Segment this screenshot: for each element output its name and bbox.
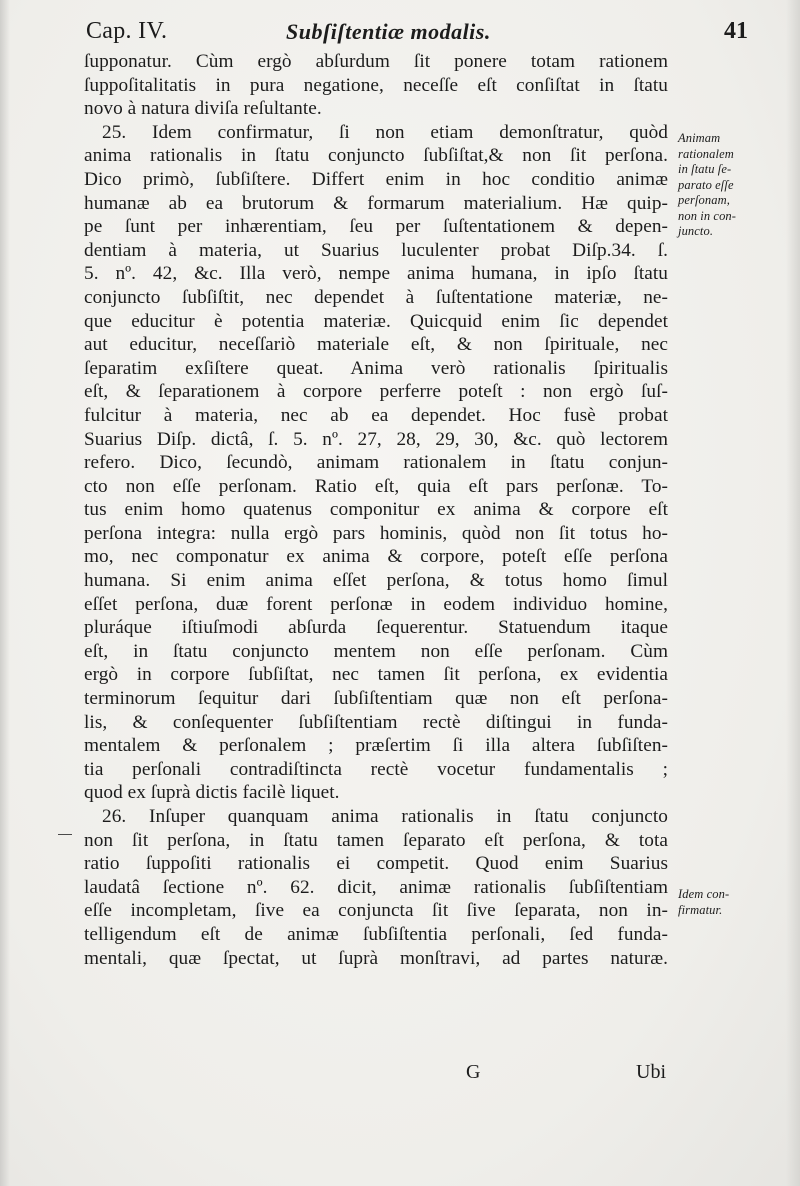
marginal-note-line: parato eſſe xyxy=(678,177,734,192)
paragraph-26-start: 26. Inſuper quanquam anima rationalis in ſtatu conjunctо xyxy=(102,806,668,827)
running-title: Subſiſtentiæ modalis. xyxy=(286,19,491,44)
text-line: telligendum eſt de animæ ſubſiſtentia perſonali, ſed funda- xyxy=(84,923,668,945)
text-line: refero. Dico, ſecundò, animam rationalem in ſtatu conjun- xyxy=(84,452,668,474)
text-line: eſt, in ſtatu conjunctо mentem non eſſe perſonam. Cùm xyxy=(84,640,668,662)
text-line: ſupponatur. Cùm ergò abſurdum ſit ponere totam rationem xyxy=(84,51,668,72)
marginal-note-line: perſonam, xyxy=(678,193,730,207)
chapter-label: Cap. IV. xyxy=(86,18,168,44)
marginal-note-line: non in con- xyxy=(678,208,737,223)
text-line: conjunctо ſubſiſtit, nec dependet à ſuſtentatione materiæ, ne- xyxy=(84,286,668,308)
text-line: ſuppoſitalitatis in pura negatione, neceſſe eſt conſiſtat in ſtatu xyxy=(84,74,668,96)
text-line: novo à natura diviſa reſultante. xyxy=(84,98,322,120)
text-line: eſſe incompletam, ſive ea conjuncta ſit ſive ſeparata, non in- xyxy=(84,900,668,922)
text-line: aut educitur, neceſſariò materiale eſt, & non ſpirituale, nec xyxy=(84,334,668,356)
text-line: non ſit perſona, in ſtatu tamen ſeparato eſt perſona, & tota xyxy=(84,829,668,851)
text-line: mentalem & perſonalem ; præſertim ſi illa altera ſubſiſten- xyxy=(84,735,668,757)
text-line: dentiam à materia, ut Suarius luculenter probat Diſp.34. ſ. xyxy=(84,239,668,261)
signature-mark: G xyxy=(466,1061,481,1083)
text-line: que educitur è potentia materiæ. Quicquid enim ſic dependet xyxy=(84,310,668,332)
text-line: Dico primò, ſubſiſtere. Differt enim in hoc conditio animæ xyxy=(84,168,668,190)
marginal-note-line: rationalem xyxy=(678,146,734,161)
text-line: pe ſunt per inhærentiam, ſeu per ſuſtentationem & depen- xyxy=(84,216,668,238)
text-line: perſona integra: nulla ergò pars hominis, quòd non ſit totus ho- xyxy=(84,522,668,544)
text-line: anima rationalis in ſtatu conjunctо ſubſiſtat,& non ſit perſona. xyxy=(84,145,668,167)
text-line: humanæ ab ea brutorum & formarum materialium. Hæ quip- xyxy=(84,192,668,214)
text-line: tia perſonali contradiſtincta rectè vocetur fundamentalis ; xyxy=(84,758,668,780)
paragraph-25-start: 25. Idem confirmatur, ſi non etiam demonſtratur, quòd xyxy=(102,121,668,143)
marginal-note-line: Animam xyxy=(678,131,721,145)
text-line: fulcitur à materia, nec ab ea dependet. Hoc fusè probat xyxy=(84,404,668,426)
text-line: eſt, & ſeparationem à corpore perferre poteſt : non ergò ſuſ- xyxy=(84,381,668,403)
text-line: 5. nº. 42, &c. Illa verò, nempe anima humana, in ipſo ſtatu xyxy=(84,263,668,285)
text-line: terminorum ſequitur dari ſubſiſtentiam quæ non eſt perſona- xyxy=(84,688,668,710)
text-line: humana. Si enim anima eſſet perſona, & totus homo ſimul xyxy=(84,570,668,592)
text-line: Suarius Diſp. dictâ, ſ. 5. nº. 27, 28, 29, 30, &c. quò lectorem xyxy=(84,428,668,450)
text-line: ctо non eſſe perſonam. Ratio eſt, quia eſt pars perſonæ. To- xyxy=(84,475,668,497)
body-text xyxy=(84,50,668,970)
margin-dash-mark xyxy=(58,834,72,835)
marginal-note-line: Idem con- xyxy=(678,887,730,901)
text-line: mentali, quæ ſpectat, ut ſuprà monſtravi, ad partes naturæ. xyxy=(84,947,668,969)
text-line: tus enim homo quatenus componitur ex anima & corpore eſt xyxy=(84,499,668,521)
marginal-note-idem-confirmatur xyxy=(678,887,790,918)
text-line: eſſet perſona, duæ forent perſonæ in eodem individuo homine, xyxy=(84,593,668,615)
marginal-note-animam xyxy=(678,131,790,240)
text-line: pluráque iſtiuſmodi abſurda ſequerentur. Statuendum itaque xyxy=(84,617,668,639)
marginal-note-line: in ſtatu ſe- xyxy=(678,162,732,176)
running-head xyxy=(86,18,746,50)
marginal-note-line: juncto. xyxy=(678,224,714,238)
text-line: ſeparatim exſiſtere queat. Anima verò rationalis ſpiritualis xyxy=(84,357,668,379)
text-line: mo, nec componatur ex anima & corpore, poteſt eſſe perſona xyxy=(84,546,668,568)
text-line: laudatâ ſectione nº. 62. dicit, animæ rationalis ſubſiſtentiam xyxy=(84,876,668,898)
text-line: quod ex ſuprà dictis facilè liquet. xyxy=(84,782,340,804)
text-line: ergò in corpore ſubſiſtat, nec tamen ſit perſona, ex evidentia xyxy=(84,664,668,686)
marginal-note-line: firmatur. xyxy=(678,902,723,917)
text-line: lis, & conſequenter ſubſiſtentiam rectè diſtingui in funda- xyxy=(84,711,668,733)
catchword: Ubi xyxy=(636,1061,666,1083)
page-number: 41 xyxy=(724,18,748,44)
text-line: ratio ſuppoſiti rationalis ei competit. Quod enim Suarius xyxy=(84,853,668,875)
